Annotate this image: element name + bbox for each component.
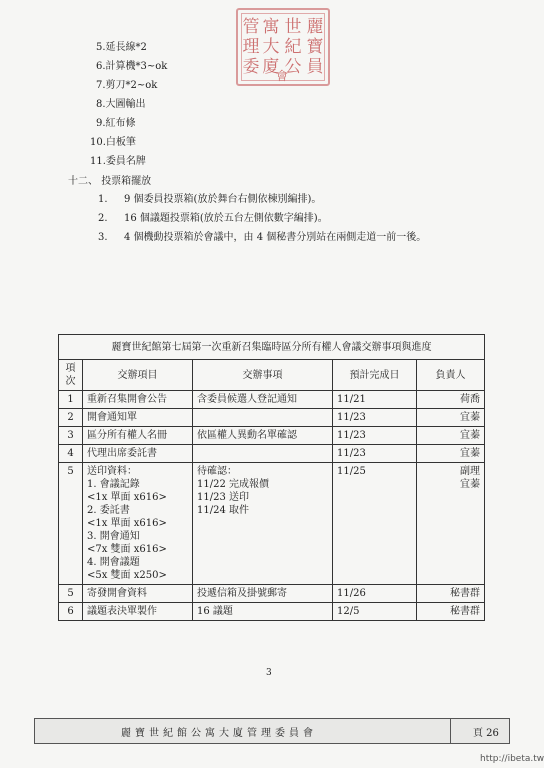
table-row [59,463,485,585]
task-item-line: 1. 會議記錄 [87,479,140,490]
due-date: 11/23 [333,427,417,445]
row-number: 1 [59,391,83,409]
owner-line: 荷喬 [460,394,480,405]
list-item: 5.延長線*2 [96,42,147,53]
row-number: 5 [59,585,83,603]
task-item-line: 送印資料： [87,466,137,477]
owner [417,463,485,585]
task-item-line: <1x 單面 x616> [87,518,167,529]
task-detail-line: 11/24 取件 [197,505,249,516]
header-cell: 項次 [59,360,83,391]
list-item: 7.剪刀*2~ok [96,80,158,91]
owner [417,585,485,603]
table-header-row [59,360,485,391]
task-detail-line: 11/23 送印 [197,492,249,503]
header-cell: 交辦項目 [83,360,193,391]
table-row [59,585,485,603]
owner-line: 副理 [460,466,480,477]
header-cell: 交辦事項 [193,360,333,391]
due-date: 11/23 [333,409,417,427]
task-item [83,445,193,463]
task-item [83,463,193,585]
footer-page-label: 頁 26 [473,728,499,739]
task-item-line: 2. 委託書 [87,505,130,516]
table-row [59,603,485,621]
task-item-line: 區分所有權人名冊 [87,430,167,441]
table-row [59,391,485,409]
watermark-url: http://ibeta.tw [480,754,544,764]
footer-page-box [450,719,509,743]
task-item-line: 重新召集開會公告 [87,394,167,405]
task-detail [193,463,333,585]
task-detail-line: 11/22 完成報價 [197,479,269,490]
owner [417,409,485,427]
due-date: 11/21 [333,391,417,409]
task-detail-line: 待確認： [197,466,237,477]
task-item-line: <7x 雙面 x616> [87,544,167,555]
header-cell: 負責人 [417,360,485,391]
section-item-text: 9 個委員投票箱(放於舞台右側依棟別編排)。 [124,194,322,205]
section-item-num: 1. [98,194,108,205]
owner-line: 宜蓁 [460,479,480,490]
table-row [59,409,485,427]
task-item-line: 代理出席委託書 [87,448,157,459]
section-item-text: 4 個機動投票箱於會議中，由 4 個秘書分別站在兩側走道一前一後。 [124,232,427,243]
due-date: 11/25 [333,463,417,585]
task-item [83,391,193,409]
header-cell: 預計完成日 [333,360,417,391]
list-item: 6.計算機*3~ok [96,61,168,72]
task-item-line: 3. 開會通知 [87,531,140,542]
section-heading: 十二、 投票箱擺放 [68,176,152,187]
task-detail-line: 投遞信箱及掛號郵寄 [197,588,287,599]
official-seal-stamp: 麗 寶 世 紀 公 寓 大 廈 管 理 委 員 會 [236,8,330,86]
owner-line: 秘書群 [450,588,480,599]
section-item-text: 16 個議題投票箱(放於五台左側依數字編排)。 [124,213,328,224]
task-detail [193,603,333,621]
row-number: 2 [59,409,83,427]
owner [417,603,485,621]
task-item [83,427,193,445]
owner [417,391,485,409]
task-item-line: <1x 單面 x616> [87,492,167,503]
footer-bar [34,718,510,744]
due-date: 11/26 [333,585,417,603]
task-item [83,603,193,621]
table-title: 麗寶世紀館第七屆第一次重新召集臨時區分所有權人會議交辦事項與進度 [59,335,485,360]
table-row [59,427,485,445]
task-detail-line: 16 議題 [197,606,233,617]
owner [417,445,485,463]
due-date: 12/5 [333,603,417,621]
task-detail [193,409,333,427]
list-item: 8.大圖輸出 [96,99,146,110]
task-item-line: 議題表決單製作 [87,606,157,617]
section-item-num: 3. [98,232,108,243]
due-date: 11/23 [333,445,417,463]
row-number: 5 [59,463,83,585]
owner-line: 宜蓁 [460,412,480,423]
task-progress-table [58,334,485,621]
owner-line: 秘書群 [450,606,480,617]
task-item-line: 開會通知單 [87,412,137,423]
task-detail [193,445,333,463]
task-item-line: 寄發開會資料 [87,588,147,599]
task-item [83,409,193,427]
owner-line: 宜蓁 [460,430,480,441]
task-detail-line: 含委員候選人登記通知 [197,394,297,405]
task-detail [193,427,333,445]
table-body [59,391,485,621]
task-item-line: <5x 雙面 x250> [87,570,167,581]
task-detail-line: 依區權人異動名單確認 [197,430,297,441]
task-detail [193,391,333,409]
owner [417,427,485,445]
footer-title: 麗寶世紀館公寓大廈管理委員會 [121,728,317,739]
page-number: 3 [266,668,272,678]
list-item: 10.白板筆 [90,137,136,148]
list-item: 11.委員名牌 [90,156,146,167]
task-item [83,585,193,603]
table-row [59,445,485,463]
section-item-num: 2. [98,213,108,224]
row-number: 3 [59,427,83,445]
owner-line: 宜蓁 [460,448,480,459]
task-item-line: 4. 開會議題 [87,557,140,568]
row-number: 6 [59,603,83,621]
row-number: 4 [59,445,83,463]
list-item: 9.紅布條 [96,118,136,129]
task-detail [193,585,333,603]
